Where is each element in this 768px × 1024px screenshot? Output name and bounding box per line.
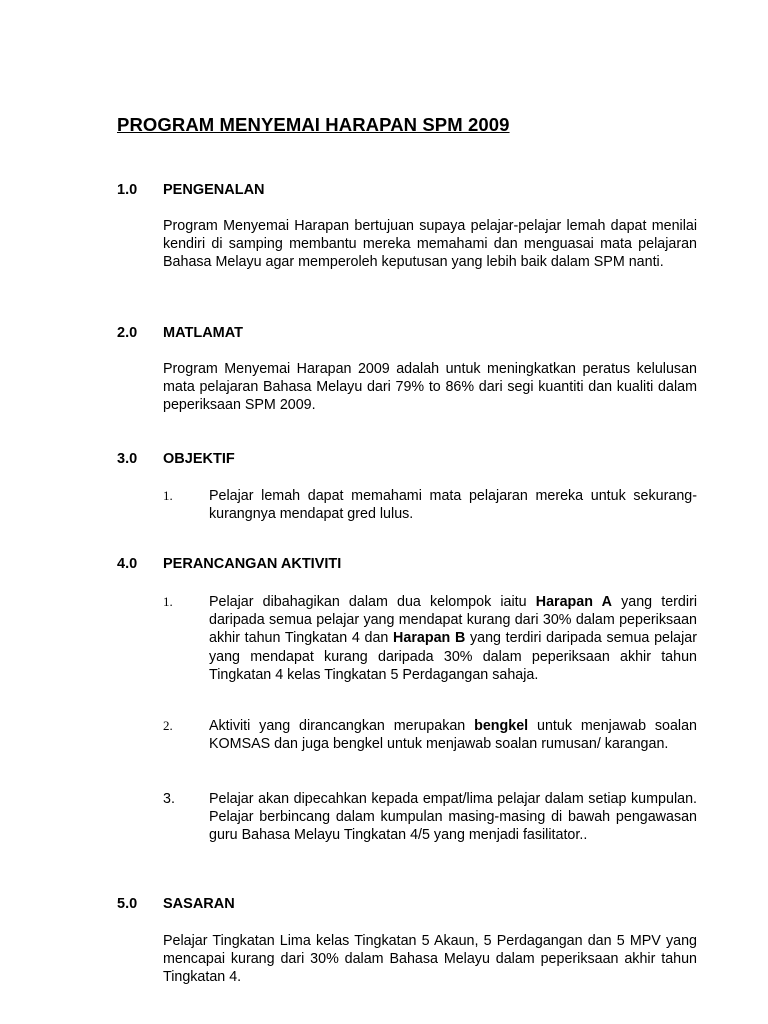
section-number: 5.0 [117, 896, 138, 912]
text-run: yang terdiri daripada semua pelajar yang mendapat kurang daripada 30% dalam peperiksaan akhir tahun Tingkatan 4 kelas Tingkatan 5 Perdagangan sahaja. [209, 630, 697, 683]
text-run: untuk menjawab soalan KOMSAS dan juga bengkel untuk menjawab soalan rumusan/ karangan. [209, 718, 698, 753]
list-marker: 3. [163, 791, 175, 807]
text-run: yang terdiri daripada semua pelajar yang mendapat kurang dari 30% dalam peperiksaan akhir tahun Tingkatan 4 dan [209, 594, 698, 647]
emphasis-harapan-b: Harapan B [393, 630, 466, 647]
emphasis-bengkel: bengkel [474, 718, 529, 734]
list-item-aktiviti-1 [163, 593, 697, 684]
list-marker: 2. [163, 718, 173, 733]
section-title: SASARAN [163, 896, 235, 912]
section-paragraph-matlamat: Program Menyemai Harapan 2009 adalah untuk meningkatkan peratus kelulusan mata pelajaran Bahasa Melayu dari 79% to 86% dari segi kuantiti dan kualiti dalam peperiksaan SPM 2009. [163, 361, 697, 414]
emphasis-harapan-a: Harapan A [535, 594, 612, 610]
section-paragraph-sasaran: Pelajar Tingkatan Lima kelas Tingkatan 5 Akaun, 5 Perdagangan dan 5 MPV yang mencapai kurang dari 30% dalam Bahasa Melayu dalam peperiksaan akhir tahun Tingkatan 4. [163, 933, 697, 986]
document-title: PROGRAM MENYEMAI HARAPAN SPM 2009 [117, 114, 510, 135]
list-item-text: Pelajar lemah dapat memahami mata pelajaran mereka untuk sekurang-kurangnya mendapat gred lulus. [209, 488, 697, 523]
list-marker: 1. [163, 488, 173, 503]
section-paragraph-pengenalan: Program Menyemai Harapan bertujuan supaya pelajar-pelajar lemah dapat menilai kendiri di samping membantu mereka memahami dan menguasai mata pelajaran Bahasa Melayu agar memperoleh keputusan yang lebih baik dalam SPM nanti. [163, 218, 697, 271]
section-number: 2.0 [117, 325, 138, 341]
section-title: MATLAMAT [163, 325, 243, 341]
text-run: Pelajar dibahagikan dalam dua kelompok iaitu [209, 594, 536, 610]
text-run: Aktiviti yang dirancangkan merupakan [209, 718, 475, 734]
section-number: 4.0 [117, 556, 138, 572]
list-item-objektif-1 [163, 487, 697, 523]
list-item-aktiviti-2 [163, 717, 697, 753]
section-title: OBJEKTIF [163, 451, 235, 467]
list-item-text: Pelajar akan dipecahkan kepada empat/lima pelajar dalam setiap kumpulan. Pelajar berbincang dalam kumpulan masing-masing di bawah pengawasan guru Bahasa Melayu Tingkatan 4/5 yang menjadi fasilitator.. [209, 791, 697, 844]
section-title: PERANCANGAN AKTIVITI [163, 556, 342, 572]
section-number: 3.0 [117, 451, 138, 467]
list-item-text [209, 717, 697, 753]
list-item-aktiviti-3 [163, 790, 697, 845]
list-marker: 1. [163, 594, 173, 609]
section-title: PENGENALAN [163, 182, 265, 198]
list-item-text [209, 593, 697, 684]
section-number: 1.0 [117, 182, 138, 198]
